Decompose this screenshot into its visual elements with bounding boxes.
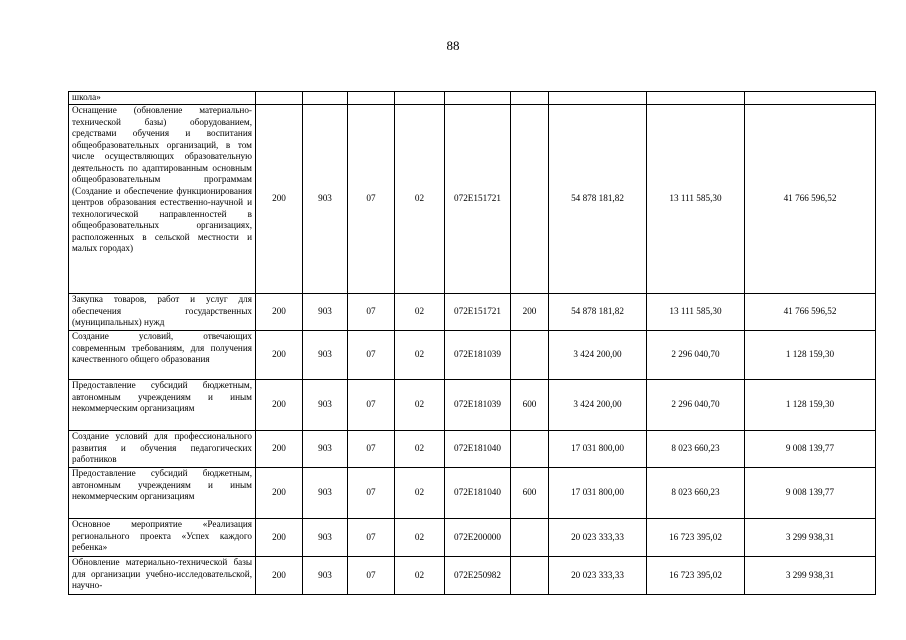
row-name-cell: Создание условий, отвечающих современным требованиям, для получения качественного общего образования: [69, 331, 256, 380]
row-sum1-cell: 17 031 800,00: [549, 468, 647, 519]
row-sum2-cell: 16 723 395,02: [647, 519, 745, 557]
table-row: [69, 105, 876, 294]
table-row: [69, 92, 876, 105]
row-csr-cell: 072E181040: [445, 431, 511, 468]
row-csr-cell: 072E181039: [445, 380, 511, 431]
row-name-cell: Основное мероприятие «Реализация регионального проекта «Успех каждого ребенка»: [69, 519, 256, 557]
row-name-cell: Создание условий для профессионального развития и обучения педагогических работников: [69, 431, 256, 468]
row-sum2-cell: 13 111 585,30: [647, 294, 745, 331]
row-ved-cell: [303, 92, 348, 105]
row-sum1-cell: 54 878 181,82: [549, 105, 647, 294]
row-sum2-cell: 2 296 040,70: [647, 380, 745, 431]
row-gr-cell: 200: [256, 557, 303, 595]
row-gr-cell: 200: [256, 519, 303, 557]
row-vr-cell: 600: [511, 468, 549, 519]
row-sum1-cell: 20 023 333,33: [549, 557, 647, 595]
row-ved-cell: 903: [303, 519, 348, 557]
row-pr-cell: 02: [395, 519, 445, 557]
row-name-cell: Оснащение (обновление материально-технической базы) оборудованием, средствами обучения и воспитания общеобразовательных организаций, в том числе осуществляющих образовательную деятельность по адаптированным основным общеобразовательным программам (Создание и обеспечение функционирования центров образования естественно-научной и технологической направленностей в общеобразовательных организациях, расположенных в сельской местности и малых городах): [69, 105, 256, 294]
row-ved-cell: 903: [303, 294, 348, 331]
row-csr-cell: 072E151721: [445, 294, 511, 331]
row-rz-cell: 07: [348, 468, 395, 519]
row-sum3-cell: 41 766 596,52: [745, 105, 876, 294]
row-csr-cell: 072E181040: [445, 468, 511, 519]
row-vr-cell: [511, 105, 549, 294]
row-gr-cell: 200: [256, 105, 303, 294]
row-csr-cell: 072E250982: [445, 557, 511, 595]
row-csr-cell: 072E200000: [445, 519, 511, 557]
row-sum3-cell: 1 128 159,30: [745, 380, 876, 431]
row-sum3-cell: 9 008 139,77: [745, 431, 876, 468]
row-name-cell: Обновление материально-технической базы для организации учебно-исследовательской, научно-: [69, 557, 256, 595]
table-row: [69, 468, 876, 519]
row-vr-cell: [511, 92, 549, 105]
row-sum2-cell: [647, 92, 745, 105]
row-gr-cell: 200: [256, 380, 303, 431]
row-sum1-cell: [549, 92, 647, 105]
row-name-cell: Закупка товаров, работ и услуг для обеспечения государственных (муниципальных) нужд: [69, 294, 256, 331]
row-ved-cell: 903: [303, 105, 348, 294]
page-number: 88: [446, 38, 460, 53]
row-sum2-cell: 2 296 040,70: [647, 331, 745, 380]
row-rz-cell: 07: [348, 380, 395, 431]
row-vr-cell: [511, 519, 549, 557]
row-sum1-cell: 17 031 800,00: [549, 431, 647, 468]
table-row: [69, 331, 876, 380]
row-gr-cell: 200: [256, 294, 303, 331]
row-sum1-cell: 3 424 200,00: [549, 380, 647, 431]
row-ved-cell: 903: [303, 380, 348, 431]
row-rz-cell: 07: [348, 431, 395, 468]
row-sum1-cell: 20 023 333,33: [549, 519, 647, 557]
row-pr-cell: 02: [395, 380, 445, 431]
row-rz-cell: 07: [348, 557, 395, 595]
row-sum3-cell: 1 128 159,30: [745, 331, 876, 380]
budget-table: [68, 91, 876, 595]
row-rz-cell: [348, 92, 395, 105]
row-rz-cell: 07: [348, 294, 395, 331]
row-vr-cell: [511, 331, 549, 380]
row-rz-cell: 07: [348, 519, 395, 557]
row-sum2-cell: 16 723 395,02: [647, 557, 745, 595]
row-name-cell: Предоставление субсидий бюджетным, автономным учреждениям и иным некоммерческим организациям: [69, 380, 256, 431]
row-csr-cell: 072E181039: [445, 331, 511, 380]
row-sum2-cell: 13 111 585,30: [647, 105, 745, 294]
row-ved-cell: 903: [303, 557, 348, 595]
row-sum3-cell: [745, 92, 876, 105]
table-row: [69, 557, 876, 595]
row-ved-cell: 903: [303, 468, 348, 519]
table-row: [69, 380, 876, 431]
row-sum2-cell: 8 023 660,23: [647, 431, 745, 468]
row-pr-cell: 02: [395, 331, 445, 380]
row-ved-cell: 903: [303, 331, 348, 380]
row-name-cell: школа»: [69, 92, 256, 105]
table-row: [69, 431, 876, 468]
row-csr-cell: [445, 92, 511, 105]
row-vr-cell: 600: [511, 380, 549, 431]
row-sum1-cell: 54 878 181,82: [549, 294, 647, 331]
row-name-cell: Предоставление субсидий бюджетным, автономным учреждениям и иным некоммерческим организациям: [69, 468, 256, 519]
row-vr-cell: [511, 557, 549, 595]
row-rz-cell: 07: [348, 331, 395, 380]
row-csr-cell: 072E151721: [445, 105, 511, 294]
row-sum1-cell: 3 424 200,00: [549, 331, 647, 380]
table-row: [69, 294, 876, 331]
row-gr-cell: [256, 92, 303, 105]
row-pr-cell: 02: [395, 294, 445, 331]
row-pr-cell: 02: [395, 105, 445, 294]
row-sum3-cell: 9 008 139,77: [745, 468, 876, 519]
row-vr-cell: [511, 431, 549, 468]
row-pr-cell: 02: [395, 431, 445, 468]
row-pr-cell: 02: [395, 557, 445, 595]
row-ved-cell: 903: [303, 431, 348, 468]
row-rz-cell: 07: [348, 105, 395, 294]
row-gr-cell: 200: [256, 468, 303, 519]
row-sum3-cell: 3 299 938,31: [745, 557, 876, 595]
row-gr-cell: 200: [256, 331, 303, 380]
row-vr-cell: 200: [511, 294, 549, 331]
row-gr-cell: 200: [256, 431, 303, 468]
row-sum3-cell: 41 766 596,52: [745, 294, 876, 331]
row-pr-cell: 02: [395, 468, 445, 519]
row-sum3-cell: 3 299 938,31: [745, 519, 876, 557]
row-pr-cell: [395, 92, 445, 105]
row-sum2-cell: 8 023 660,23: [647, 468, 745, 519]
table-row: [69, 519, 876, 557]
